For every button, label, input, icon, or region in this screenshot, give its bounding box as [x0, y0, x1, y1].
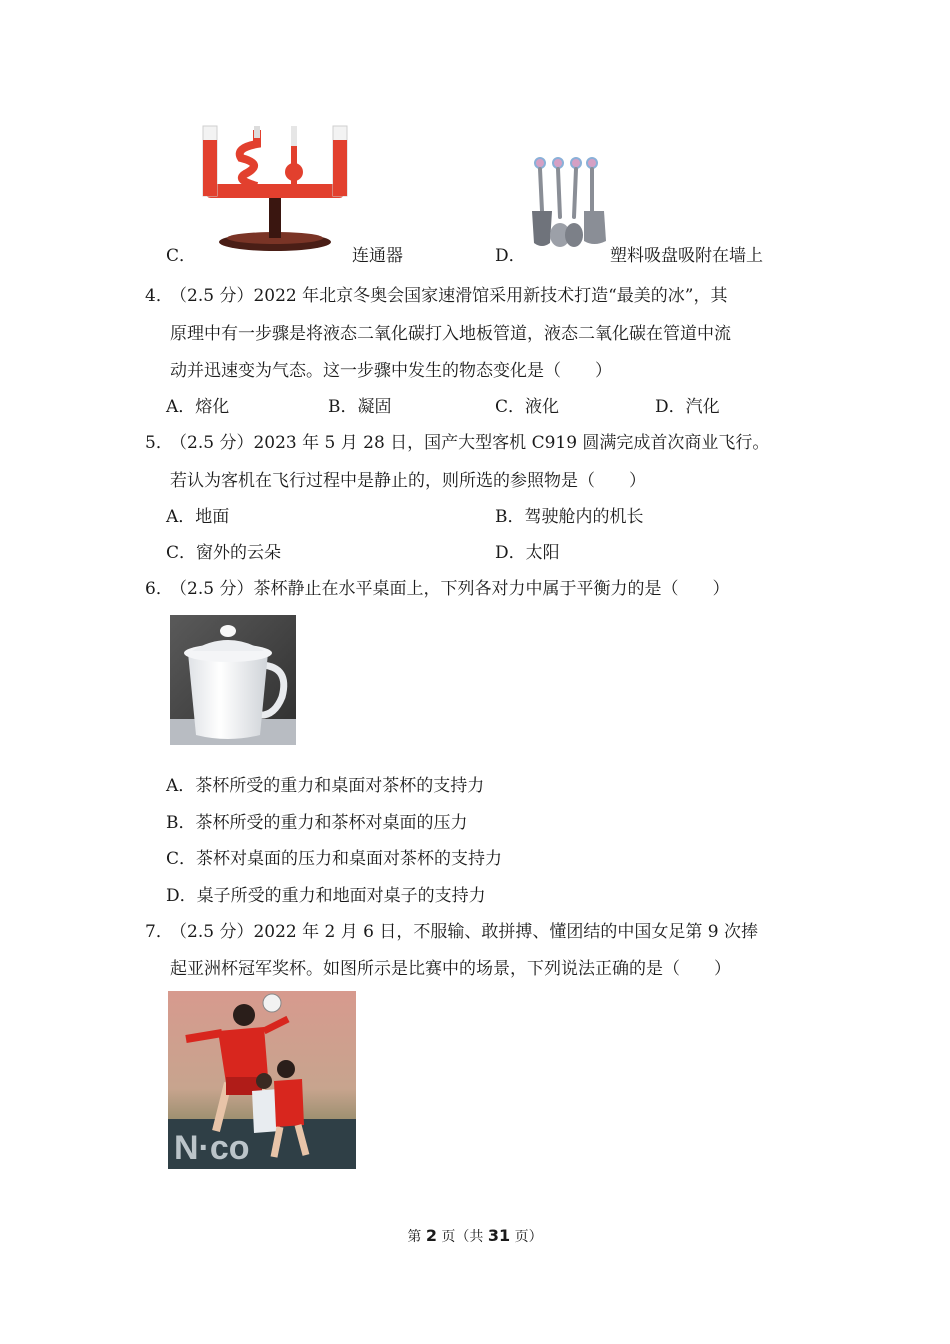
kitchen-utensils-image [528, 155, 612, 251]
question-4-line-1: （2.5 分）2022 年北京冬奥会国家速滑馆采用新技术打造“最美的冰”，其 [170, 286, 728, 306]
footer-total-pages: 31 [487, 1226, 511, 1245]
question-6-option-b: B．茶杯所受的重力和茶杯对桌面的压力 [166, 813, 468, 833]
connected-vessel-image [195, 124, 355, 252]
question-4-option-b: B．凝固 [328, 397, 392, 417]
question-6-option-a: A．茶杯所受的重力和桌面对茶杯的支持力 [166, 776, 485, 796]
question-5-line-1: （2.5 分）2023 年 5 月 28 日，国产大型客机 C919 圆满完成首次商业飞行。 [170, 433, 770, 453]
question-5-option-c: C．窗外的云朵 [166, 543, 282, 563]
option-c-label: C． [166, 246, 197, 266]
question-5-option-a: A．地面 [166, 507, 230, 527]
option-c-text: 连通器 [352, 246, 403, 266]
page-footer [0, 1226, 950, 1246]
option-d-text: 塑料吸盘吸附在墙上 [610, 246, 763, 266]
football-match-photo [168, 991, 356, 1169]
question-7-number: 7． [145, 922, 173, 942]
footer-suffix: 页） [510, 1229, 543, 1245]
footer-prefix: 第 [407, 1229, 426, 1245]
question-4-line-3: 动并迅速变为气态。这一步骤中发生的物态变化是（ ） [170, 361, 612, 381]
question-5-line-2: 若认为客机在飞行过程中是静止的，则所选的参照物是（ ） [170, 471, 646, 491]
svg-text:N​·​co: N​·​co [174, 1129, 250, 1167]
question-4-number: 4． [145, 286, 173, 306]
question-6-line-1: （2.5 分）茶杯静止在水平桌面上，下列各对力中属于平衡力的是（ ） [170, 579, 730, 599]
question-5-number: 5． [145, 433, 173, 453]
teacup-image [170, 615, 296, 745]
question-4-option-c: C．液化 [495, 397, 560, 417]
question-6-number: 6． [145, 579, 173, 599]
footer-page-number: 2 [425, 1226, 437, 1245]
question-4-option-d: D．汽化 [655, 397, 720, 417]
question-7-line-1: （2.5 分）2022 年 2 月 6 日，不服输、敢拼搏、懂团结的中国女足第 9 次捧 [170, 922, 758, 942]
question-7-line-2: 起亚洲杯冠军奖杯。如图所示是比赛中的场景，下列说法正确的是（ ） [170, 959, 731, 979]
question-6-option-c: C．茶杯对桌面的压力和桌面对茶杯的支持力 [166, 849, 503, 869]
option-d-label: D． [495, 246, 526, 266]
question-5-option-b: B．驾驶舱内的机长 [495, 507, 644, 527]
question-5-option-d: D．太阳 [495, 543, 560, 563]
question-4-option-a: A．熔化 [166, 397, 230, 417]
footer-middle: 页（共 [436, 1229, 488, 1245]
question-4-line-2: 原理中有一步骤是将液态二氧化碳打入地板管道，液态二氧化碳在管道中流 [170, 324, 731, 344]
question-6-option-d: D．桌子所受的重力和地面对桌子的支持力 [166, 886, 486, 906]
